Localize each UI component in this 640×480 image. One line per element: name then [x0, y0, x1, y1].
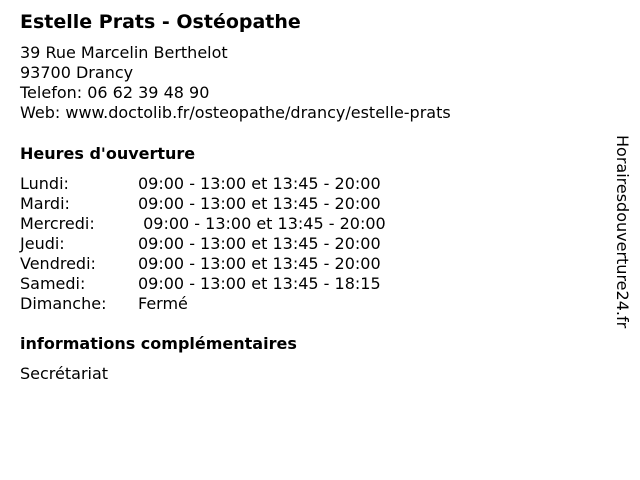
hours-heading: Heures d'ouverture [20, 144, 196, 163]
time-value: 09:00 - 13:00 et 13:45 - 20:00 [138, 214, 386, 233]
time-value: 09:00 - 13:00 et 13:45 - 18:15 [138, 274, 381, 293]
day-label: Mercredi: [20, 214, 95, 233]
day-label: Dimanche: [20, 294, 107, 313]
extra-info-text: Secrétariat [20, 364, 109, 383]
day-label: Vendredi: [20, 254, 96, 273]
website-link[interactable]: Web: www.doctolib.fr/osteopathe/drancy/estelle-prats [20, 103, 451, 122]
day-label: Jeudi: [20, 234, 65, 253]
contact-info [20, 43, 451, 123]
extra-info-heading: informations complémentaires [20, 334, 297, 353]
address-city: 93700 Drancy [20, 63, 134, 82]
site-watermark: Horairesdouverture24.fr [613, 135, 632, 329]
time-value: 09:00 - 13:00 et 13:45 - 20:00 [138, 174, 381, 193]
day-label: Mardi: [20, 194, 70, 213]
time-value: 09:00 - 13:00 et 13:45 - 20:00 [138, 194, 381, 213]
day-label: Lundi: [20, 174, 69, 193]
time-value: Fermé [138, 294, 188, 313]
phone-number: Telefon: 06 62 39 48 90 [20, 83, 210, 102]
address-street: 39 Rue Marcelin Berthelot [20, 43, 228, 62]
time-value: 09:00 - 13:00 et 13:45 - 20:00 [138, 254, 381, 273]
time-value: 09:00 - 13:00 et 13:45 - 20:00 [138, 234, 381, 253]
day-label: Samedi: [20, 274, 86, 293]
page-title: Estelle Prats - Ostéopathe [20, 11, 301, 33]
